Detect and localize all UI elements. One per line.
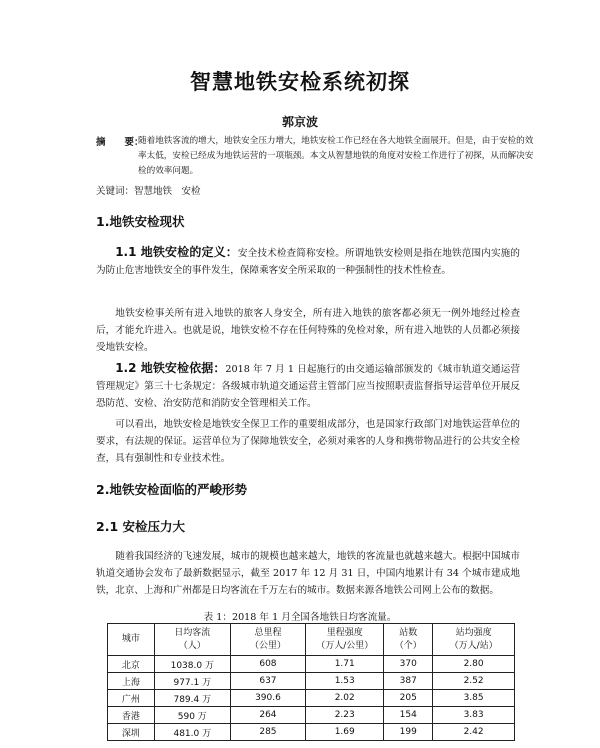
section-1-2-lead: 1.2 地铁安检依据： — [115, 361, 226, 375]
section-1-2-paragraph — [96, 360, 520, 412]
table-cell: 上海 — [108, 673, 155, 690]
abstract-label: 摘 要： — [96, 137, 144, 148]
table-cell: 2.80 — [433, 656, 515, 673]
ridership-table — [107, 623, 515, 741]
table-cell: 3.85 — [433, 690, 515, 707]
table-cell: 390.6 — [230, 690, 305, 707]
table-row — [108, 656, 515, 673]
table-cell: 264 — [230, 707, 305, 724]
abstract — [96, 134, 536, 179]
table-cell: 285 — [230, 724, 305, 741]
table-row — [108, 673, 515, 690]
table-cell: 深圳 — [108, 724, 155, 741]
table-cell: 637 — [230, 673, 305, 690]
table-header-cell: 站均强度 （万人/站） — [433, 624, 515, 656]
abstract-text: 随着地铁客流的增大，地铁安全压力增大，地铁安检工作已经在各大地铁全面展开。但是，由于安检的效率太低，安检已经成为地铁运营的一项瓶颈。本文从智慧地铁的角度对安检工作进行了初探，从而解决安检的效率问题。 — [138, 136, 534, 176]
table-cell: 199 — [384, 724, 433, 741]
table-cell: 广州 — [108, 690, 155, 707]
section-1-1-paragraph — [96, 244, 520, 279]
paragraph-5: 随着我国经济的飞速发展，城市的规模也越来越大，地铁的客流量也就越来越大。根据中国城市轨道交通协会发布了最新数据显示，截至 2017 年 12 月 31 日，中国内地累计有 34 个城市建成地铁，北京、上海和广州都是日均客流在千万左右的城市。数据来源各地铁公司网上公布的数据。 — [96, 551, 520, 596]
table-cell: 370 — [384, 656, 433, 673]
table-cell: 608 — [230, 656, 305, 673]
table-cell: 1.53 — [306, 673, 384, 690]
table-cell: 2.02 — [306, 690, 384, 707]
table-cell: 香港 — [108, 707, 155, 724]
table-header-cell: 站数 （个） — [384, 624, 433, 656]
section-2-1-heading: 2.1 安检压力大 — [96, 519, 185, 534]
table-header-cell: 里程强度 （万人/公里） — [306, 624, 384, 656]
table-cell: 154 — [384, 707, 433, 724]
table-cell: 1038.0 万 — [154, 656, 230, 673]
table-cell: 1.69 — [306, 724, 384, 741]
table-cell: 590 万 — [154, 707, 230, 724]
table-cell: 977.1 万 — [154, 673, 230, 690]
section-1-1-lead: 1.1 地铁安检的定义： — [115, 245, 238, 259]
table-cell: 2.42 — [433, 724, 515, 741]
table-caption: 表 1：2018 年 1 月全国各地铁日均客流量。 — [203, 612, 397, 623]
table-row — [108, 707, 515, 724]
keywords: 关键词：智慧地铁 安检 — [96, 186, 201, 197]
table-cell: 205 — [384, 690, 433, 707]
paper-title: 智慧地铁安检系统初探 — [190, 70, 410, 94]
table-row — [108, 690, 515, 707]
table-cell: 789.4 万 — [154, 690, 230, 707]
section-1-2-text: 2018 年 7 月 1 日起施行的由交通运输部颁发的《城市轨道交通运营管理规定》第三十七条规定：各级城市轨道交通运营主管部门应当按照职责监督指导运营单位开展反恐防范、安检、治安防范和消防安全管理相关工作。 — [96, 364, 521, 409]
table-cell: 2.52 — [433, 673, 515, 690]
section-2-heading: 2.地铁安检面临的严峻形势 — [96, 482, 247, 497]
table-cell: 387 — [384, 673, 433, 690]
table-cell: 北京 — [108, 656, 155, 673]
table-cell: 3.83 — [433, 707, 515, 724]
section-1-heading: 1.地铁安检现状 — [96, 214, 185, 229]
paper-author: 郭京波 — [281, 115, 318, 129]
paragraph-2: 地铁安检事关所有进入地铁的旅客人身安全，所有进入地铁的旅客都必须无一例外地经过检查后，才能允许进入。也就是说，地铁安检不存在任何特殊的免检对象，所有进入地铁的人员都必须接受地铁安检。 — [96, 308, 520, 353]
table-header-cell: 日均客流 （人） — [154, 624, 230, 656]
paragraph-4: 可以看出，地铁安检是地铁安全保卫工作的重要组成部分，也是国家行政部门对地铁运营单位的要求，有法规的保证。运营单位为了保障地铁安全，必须对乘客的人身和携带物品进行的公共安全检查，具有强制性和专业技术性。 — [96, 419, 520, 464]
table-header-cell: 总里程 （公里） — [230, 624, 305, 656]
table-cell: 2.23 — [306, 707, 384, 724]
table-header-cell: 城市 — [108, 624, 155, 656]
table-header-row — [108, 624, 515, 656]
table-cell: 481.0 万 — [154, 724, 230, 741]
section-1-1-text: 安全技术检查简称安检。所谓地铁安检则是指在地铁范围内实施的为防止危害地铁安全的事件发生，保障乘客安全所采取的一种强制性的技术性检查。 — [96, 248, 521, 276]
table-cell: 1.71 — [306, 656, 384, 673]
table-row — [108, 724, 515, 741]
